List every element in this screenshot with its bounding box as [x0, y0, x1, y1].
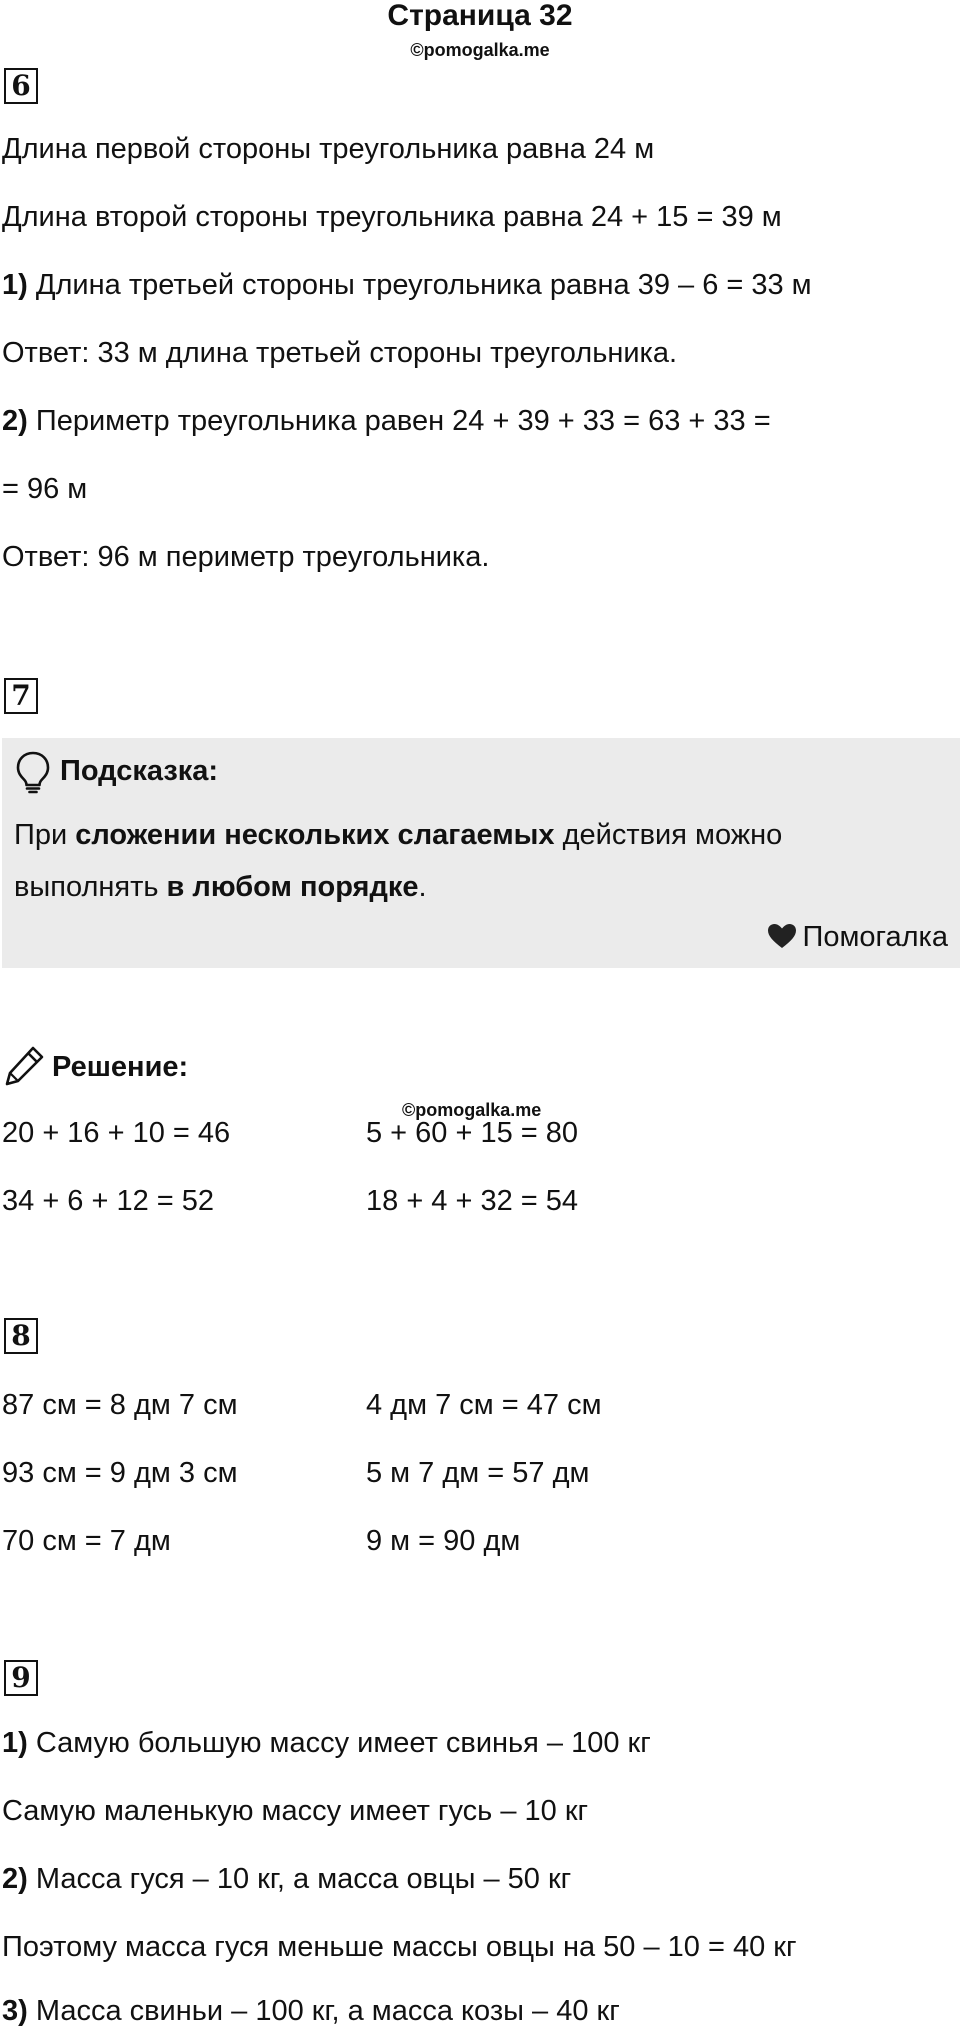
lightbulb-icon	[14, 750, 52, 794]
task9-line2: Самую маленькую массу имеет гусь – 10 кг	[2, 1795, 589, 1827]
hint-text-line2	[14, 870, 427, 904]
task8-conversion: 9 м = 90 дм	[366, 1525, 521, 1557]
task8-conversion: 93 см = 9 дм 3 см	[2, 1457, 238, 1489]
task-number-9: 9	[4, 1660, 38, 1696]
brand-text: Помогалка	[802, 921, 948, 953]
task6-line3	[2, 268, 812, 302]
task8-conversion: 4 дм 7 см = 47 см	[366, 1389, 602, 1421]
hint-box	[2, 738, 960, 968]
step-text: Длина третьей стороны треугольника равна 39 – 6 = 33 м	[27, 269, 812, 301]
hint-title: Подсказка:	[60, 755, 219, 787]
task6-line2: Длина второй стороны треугольника равна 24 + 15 = 39 м	[2, 201, 782, 233]
task9-line3	[2, 1862, 571, 1896]
task6-line6: = 96 м	[2, 473, 88, 505]
step-text: Масса свиньи – 100 кг, а масса козы – 40 кг	[27, 1995, 620, 2027]
task7-expr: 34 + 6 + 12 = 52	[2, 1185, 215, 1217]
task7-expr: 18 + 4 + 32 = 54	[366, 1185, 579, 1217]
hint-text-part: .	[418, 871, 427, 903]
task6-line1: Длина первой стороны треугольника равна 24 м	[2, 133, 655, 165]
watermark: ©pomogalka.me	[402, 1100, 542, 1120]
task6-answer2: Ответ: 96 м периметр треугольника.	[2, 541, 490, 573]
step-label: 1)	[2, 269, 28, 301]
task8-conversion: 87 см = 8 дм 7 см	[2, 1389, 238, 1421]
task9-line5	[2, 1994, 620, 2028]
task9-line1	[2, 1726, 651, 1760]
task-number-8: 8	[4, 1318, 38, 1354]
task6-line5	[2, 404, 771, 438]
hint-text-bold: в любом порядке	[166, 871, 419, 903]
solution-title: Решение:	[52, 1051, 189, 1083]
site-credit: ©pomogalka.me	[410, 40, 550, 60]
step-label: 1)	[2, 1727, 28, 1759]
step-label: 2)	[2, 405, 28, 437]
task9-line4: Поэтому масса гуся меньше массы овцы на 50 – 10 = 40 кг	[2, 1931, 797, 1963]
task7-expr: 5 + 60 + 15 = 80	[366, 1117, 579, 1149]
step-label: 3)	[2, 1995, 28, 2027]
brand-label	[767, 920, 948, 954]
page-title: Страница 32	[387, 0, 573, 32]
step-text: Периметр треугольника равен 24 + 39 + 33 = 63 + 33 =	[27, 405, 771, 437]
task7-expr: 20 + 16 + 10 = 46	[2, 1117, 231, 1149]
task6-answer1: Ответ: 33 м длина третьей стороны треугольника.	[2, 337, 678, 369]
task-number-6: 6	[4, 68, 38, 104]
pencil-icon	[4, 1044, 46, 1086]
hint-text-bold: сложении нескольких слагаемых	[75, 819, 555, 851]
hint-text-part: выполнять	[14, 871, 167, 903]
task-number-7: 7	[4, 678, 38, 714]
step-label: 2)	[2, 1863, 28, 1895]
step-text: Самую большую массу имеет свинья – 100 кг	[27, 1727, 651, 1759]
task8-conversion: 5 м 7 дм = 57 дм	[366, 1457, 590, 1489]
step-text: Масса гуся – 10 кг, а масса овцы – 50 кг	[27, 1863, 572, 1895]
task8-conversion: 70 см = 7 дм	[2, 1525, 171, 1557]
hint-text-part: При	[14, 819, 76, 851]
hint-text-part: действия можно	[554, 819, 783, 851]
hint-text-line1	[14, 818, 782, 852]
heart-icon	[767, 923, 797, 949]
